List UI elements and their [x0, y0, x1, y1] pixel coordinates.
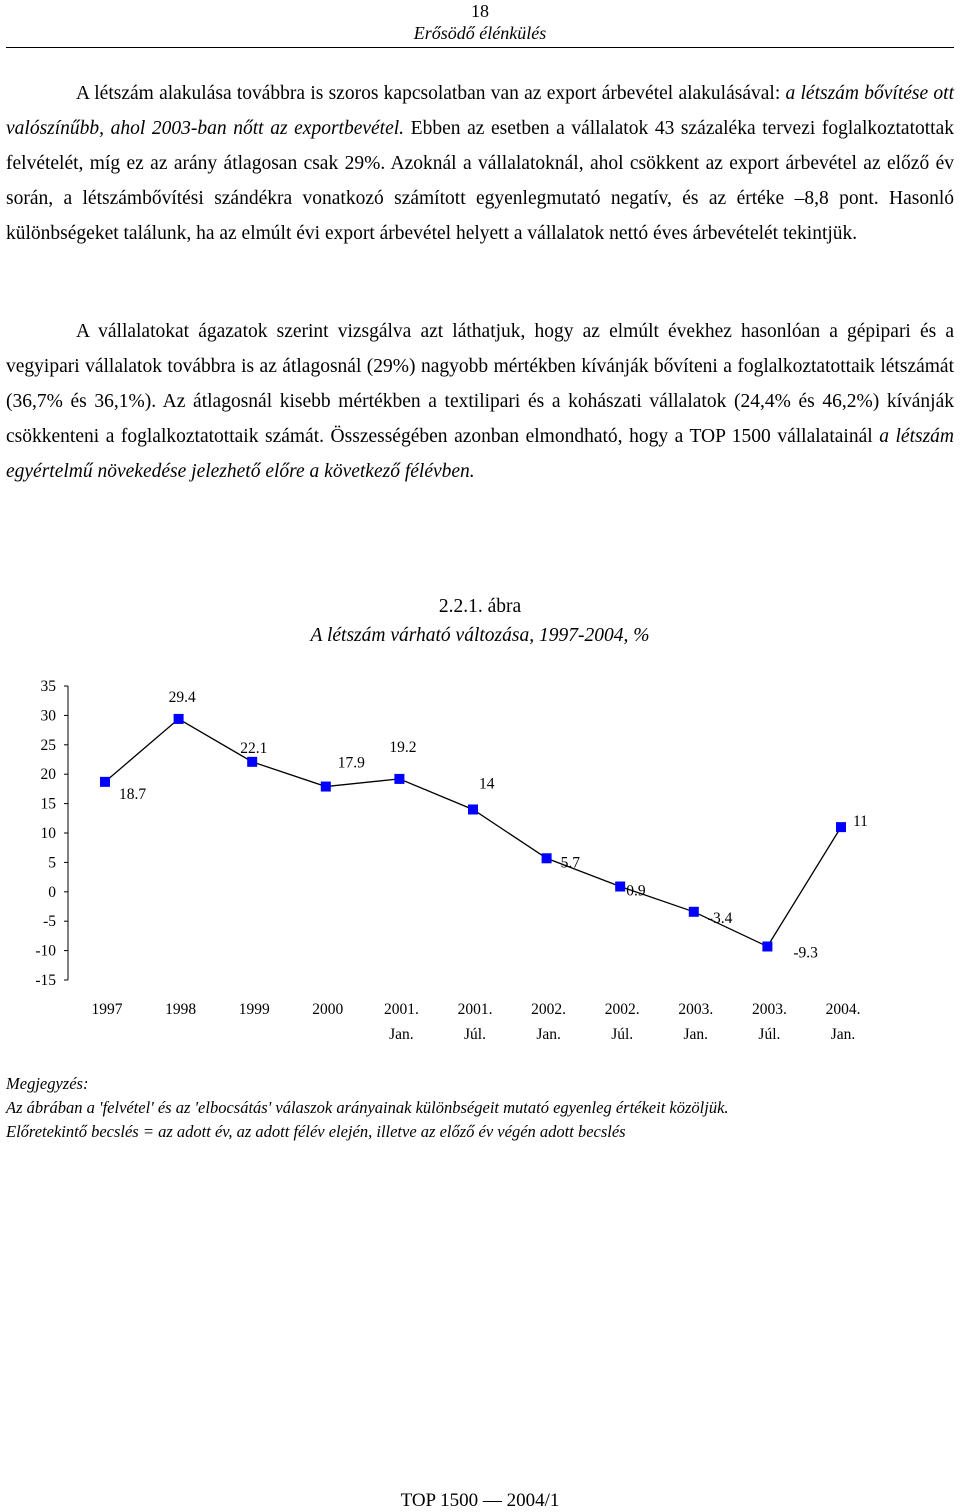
data-point	[321, 782, 331, 792]
y-tick-label: 5	[48, 854, 56, 872]
x-tick-label: 2003.	[751, 1001, 787, 1018]
y-tick-label: 15	[40, 795, 56, 813]
x-tick-label: 1997	[91, 1001, 123, 1018]
paragraph-1-start: A létszám alakulása továbbra is szoros kapcsolatban van az export árbevétel alakulásával:	[76, 83, 786, 104]
x-tick-label: 1999	[238, 1001, 270, 1018]
x-tick-label: Júl.	[758, 1026, 781, 1043]
paragraph-1-rest: Ebben az esetben a vállalatok 43 százaléka tervezi foglalkoztatottak felvételét, míg ez az arány átlagosan csak 29%. Azoknál a vállalatoknál, ahol csökkent az export árbevétel az előző év során, a létszámbővítési szándékra vonatkozó számított egyenlegmutató negatív, és az értéke –8,8 pont. Hasonló különbségeket találunk, ha az elmúlt évi export árbevétel helyett a vállalatok nettó éves árbevételét tekintjük.	[6, 118, 954, 244]
running-title: Erősödő élénkülés	[413, 23, 547, 43]
x-tick-label: Jan.	[389, 1026, 414, 1043]
data-label: 14	[479, 775, 495, 793]
x-tick-label: 2003.	[678, 1001, 714, 1018]
y-tick-label: -10	[35, 942, 56, 960]
y-tick-label: 30	[40, 707, 56, 725]
data-point	[542, 853, 552, 863]
x-tick-label: 2000	[312, 1001, 344, 1018]
note-title: Megjegyzés:	[6, 1074, 89, 1093]
x-tick-label: 2001.	[383, 1001, 419, 1018]
note-line-1: Az ábrában a 'felvétel' és az 'elbocsátás' válaszok arányainak különbségeit mutató egyenleg értékeit közöljük.	[6, 1098, 729, 1117]
page-number: 18	[471, 1, 489, 21]
data-point	[468, 804, 478, 814]
x-tick-label: 1998	[165, 1001, 197, 1018]
y-tick-label: 20	[40, 766, 56, 784]
data-point	[689, 907, 699, 917]
x-tick-label: Júl.	[464, 1026, 486, 1043]
x-tick-label: Júl.	[611, 1026, 634, 1043]
page-footer: TOP 1500 — 2004/1	[400, 1490, 560, 1511]
y-tick-label: 35	[40, 678, 56, 695]
x-tick-label: 2001.	[457, 1001, 493, 1018]
figure-title: A létszám várható változása, 1997-2004, %	[310, 625, 650, 646]
data-label: 0.9	[626, 882, 646, 900]
y-tick-label: 25	[40, 736, 56, 754]
data-label: 17.9	[337, 754, 365, 772]
data-label: 29.4	[168, 688, 196, 706]
data-point	[247, 757, 257, 767]
data-label: 11	[853, 813, 868, 831]
data-point	[394, 774, 404, 784]
paragraph-2-emphasis: a létszám egyértelmű növekedése jelezhető előre a következő félévben.	[6, 426, 955, 482]
data-point	[836, 822, 846, 832]
x-tick-label: 2004.	[825, 1001, 861, 1018]
x-tick-label: 2002.	[531, 1001, 567, 1018]
x-tick-label: Jan.	[536, 1026, 561, 1043]
data-point	[100, 777, 110, 787]
note-line-2: Előretekintő becslés = az adott év, az adott félév elején, illetve az előző év végén adott becslés	[6, 1122, 626, 1141]
data-label: 18.7	[119, 785, 147, 803]
data-label: 22.1	[240, 739, 268, 757]
data-point	[615, 882, 625, 892]
data-point	[762, 941, 772, 951]
y-tick-label: -15	[35, 972, 56, 989]
x-tick-label: 2002.	[604, 1001, 640, 1018]
y-tick-label: 10	[40, 825, 56, 842]
y-tick-label: -5	[43, 913, 56, 931]
data-label: -3.4	[707, 909, 733, 927]
x-tick-label: Jan.	[683, 1026, 709, 1043]
data-point	[174, 714, 184, 724]
y-tick-label: 0	[48, 883, 56, 901]
paragraph-1-emphasis: a létszám bővítése ott valószínűbb, ahol 2003-ban nőtt az exportbevétel.	[6, 83, 954, 139]
paragraph-2-start: A vállalatokat ágazatok szerint vizsgálva azt láthatjuk, hogy az elmúlt évekhez hasonlóan a gépipari és a vegyipari vállalatok továbbra is az átlagosnál (29%) nagyobb mértékben kívánják bővíteni a foglalkoztatottaik létszámát (36,7% és 36,1%). Az átlagosnál kisebb mértékben a textilipari és a kohászati vállalatok (24,4% és 46,2%) kívánják csökkenteni a foglalkoztatottaik számát. Összességében azonban elmondható, hogy a TOP 1500 vállalatainál	[6, 321, 954, 447]
figure-number: 2.2.1. ábra	[438, 596, 522, 617]
data-label: -9.3	[793, 944, 818, 962]
data-label: 19.2	[389, 738, 417, 756]
data-label: 5.7	[560, 854, 580, 872]
x-tick-label: Jan.	[830, 1026, 856, 1043]
